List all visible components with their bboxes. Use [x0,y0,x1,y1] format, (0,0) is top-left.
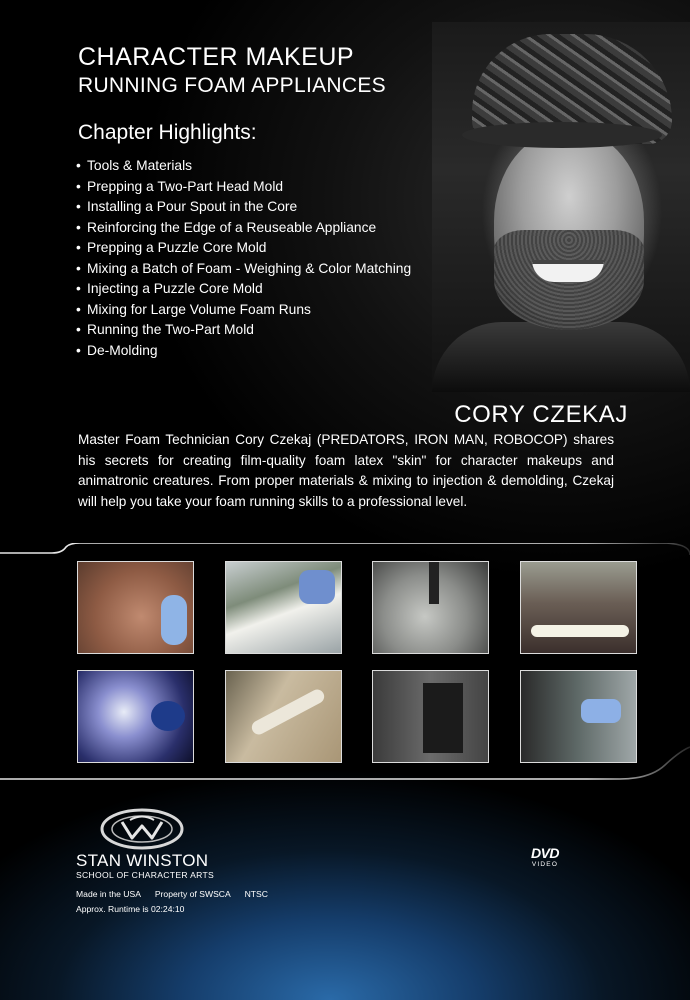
injection-thumbnail [77,670,194,763]
bullet-icon: • [76,158,81,173]
host-portrait-photo [432,22,690,392]
bullet-icon: • [76,342,81,358]
school-name: STAN WINSTON [76,851,209,870]
bullet-icon: • [76,322,81,337]
portrait-shirt [432,322,690,392]
foam-mixing-thumbnail [77,561,194,654]
foam-brushing-thumbnail [225,670,342,763]
bullet-icon: • [76,281,81,296]
screenshot-gallery [0,543,690,783]
dvd-video-logo [521,846,569,870]
host-name: CORY CZEKAJ [454,401,628,428]
bullet-icon: • [76,260,81,276]
bullet-icon: • [76,178,81,194]
highlight-item: • Injecting a Puzzle Core Mold [76,279,411,300]
portrait-smile [532,260,604,282]
cover-title: CHARACTER MAKEUP [78,43,355,71]
highlight-item: • Mixing for Large Volume Foam Runs [76,300,411,321]
dvd-mark: DVD [530,845,560,861]
portrait-cap-brim [462,122,662,148]
bullet-icon: • [76,219,81,235]
school-subtitle: SCHOOL OF CHARACTER ARTS [76,870,215,880]
chapter-highlights-list [76,156,411,361]
highlight-item: • Prepping a Two-Part Head Mold [76,177,411,198]
highlights-heading: Chapter Highlights: [78,121,257,144]
highlight-item: • Prepping a Puzzle Core Mold [76,238,411,259]
highlight-item: • De-Molding [76,341,411,362]
bullet-icon: • [76,301,81,317]
highlight-item: • Mixing a Batch of Foam - Weighing & Color Matching [76,259,411,280]
mold-running-thumbnail [520,670,637,763]
description-paragraph: Master Foam Technician Cory Czekaj (PREDATORS, IRON MAN, ROBOCOP) shares his secrets for creating film-quality foam latex "skin" for character makeups and animatronic creatures. From proper materials & mixing to injection & demolding, Czekaj will help you take your foam running skills to a professional level. [78,432,614,509]
pour-spout-thumbnail [372,561,489,654]
puzzle-core-thumbnail [372,670,489,763]
cover-subtitle: RUNNING FOAM APPLIANCES [78,74,386,97]
bullet-icon: • [76,199,81,214]
legal-info: Made in the USA Property of SWSCA NTSC [76,889,268,899]
highlight-item: • Reinforcing the Edge of a Reuseable Appliance [76,218,411,239]
highlight-item: • Running the Two-Part Mold [76,320,411,341]
mold-prep-thumbnail [225,561,342,654]
appliance-edge-thumbnail [520,561,637,654]
stan-winston-logo-icon [100,808,184,850]
highlight-item: • Installing a Pour Spout in the Core [76,197,411,218]
runtime-info: Approx. Runtime is 02:24:10 [76,904,185,914]
dvd-video-label: VIDEO [531,861,559,868]
bullet-icon: • [76,240,81,255]
highlight-item: • Tools & Materials [76,156,411,177]
